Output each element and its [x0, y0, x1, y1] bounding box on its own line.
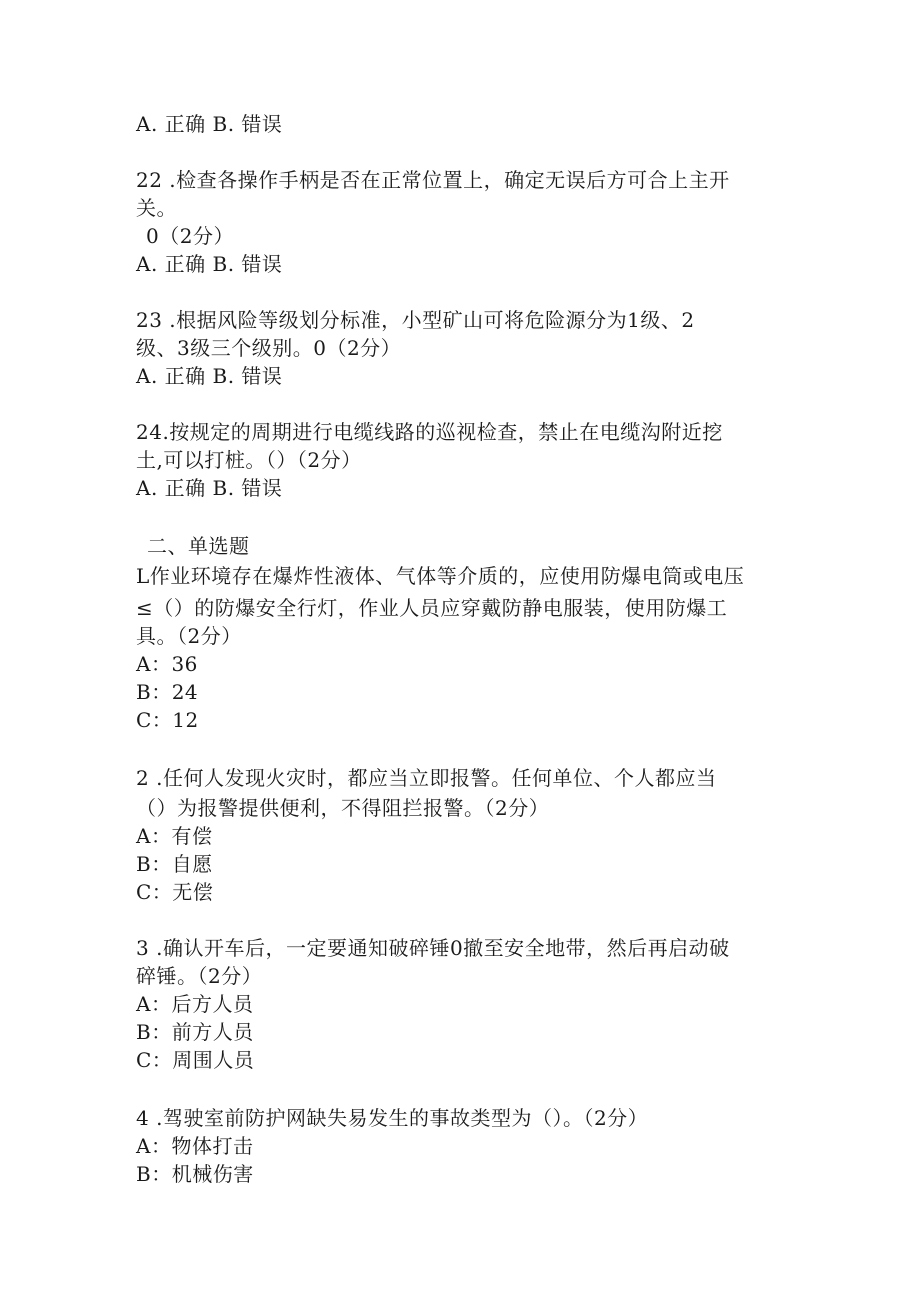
s2-option-a: A：有偿 — [136, 824, 213, 848]
s4-text-line1: 4 .驾驶室前防护网缺失易发生的事故类型为（）。（2分） — [136, 1106, 649, 1130]
s2-option-b: B：自愿 — [136, 852, 213, 876]
s3-option-a: A：后方人员 — [136, 992, 254, 1016]
q21-answer-options: A. 正确 B. 错误 — [136, 112, 283, 136]
s4-option-a: A：物体打击 — [136, 1134, 254, 1158]
s1-option-b: B：24 — [136, 680, 199, 704]
s1-text-line3: 具。（2分） — [136, 624, 242, 648]
s2-option-c: C：无偿 — [136, 880, 214, 904]
q24-text-line2: 土,可以打桩。（）（2分） — [136, 448, 362, 472]
q23-text-line1: 23 .根据风险等级划分标准，小型矿山可将危险源分为1级、2 — [136, 308, 695, 332]
s4-option-b: B：机械伤害 — [136, 1162, 254, 1186]
q24-answer-options: A. 正确 B. 错误 — [136, 476, 283, 500]
q23-answer-options: A. 正确 B. 错误 — [136, 364, 283, 388]
q23-text-line2: 级、3级三个级别。0（2分） — [136, 336, 402, 360]
s2-text-line2: （）为报警提供便利，不得阻拦报警。（2分） — [136, 796, 550, 820]
s3-option-c: C：周围人员 — [136, 1048, 255, 1072]
q22-text-line2: 关。 — [136, 196, 177, 220]
s1-option-a: A：36 — [136, 652, 198, 676]
s1-option-c: C：12 — [136, 708, 199, 732]
s3-text-line1: 3 .确认开车后，一定要通知破碎锤0撤至安全地带，然后再启动破 — [136, 936, 730, 960]
q22-text-line1: 22 .检查各操作手柄是否在正常位置上，确定无误后方可合上主开 — [136, 168, 730, 192]
s3-option-b: B：前方人员 — [136, 1020, 254, 1044]
s1-text-line2: ≤（）的防爆安全行灯，作业人员应穿戴防静电服装，使用防爆工 — [136, 596, 728, 620]
s2-text-line1: 2 .任何人发现火灾时，都应当立即报警。任何单位、个人都应当 — [136, 766, 717, 790]
q24-text-line1: 24.按规定的周期进行电缆线路的巡视检查，禁止在电缆沟附近挖 — [136, 420, 723, 444]
s1-text-line1: L作业环境存在爆炸性液体、气体等介质的，应使用防爆电筒或电压 — [136, 564, 745, 588]
s3-text-line2: 碎锤。（2分） — [136, 964, 263, 988]
q22-text-line3: 0（2分） — [146, 224, 234, 248]
q22-answer-options: A. 正确 B. 错误 — [136, 252, 283, 276]
section-title-single-choice: 二、单选题 — [147, 534, 250, 558]
